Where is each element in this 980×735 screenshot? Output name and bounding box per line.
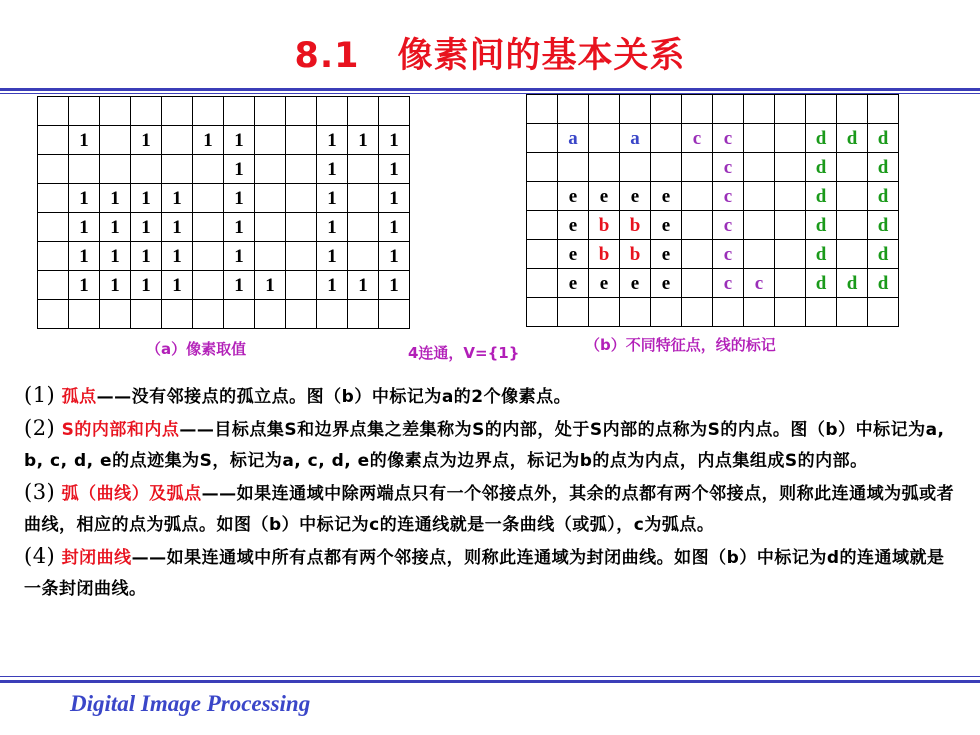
grid-cell-empty bbox=[868, 298, 899, 327]
grid-cell-empty bbox=[38, 97, 69, 126]
grid-cell-empty bbox=[682, 153, 713, 182]
grid-cell-empty bbox=[69, 300, 100, 329]
grid-cell-empty bbox=[682, 95, 713, 124]
definition-body: ——没有邻接点的孤立点。图（b）中标记为a的2个像素点。 bbox=[96, 387, 572, 407]
grid-cell-empty bbox=[806, 298, 837, 327]
grid-cell-empty bbox=[775, 240, 806, 269]
grid-cell-empty bbox=[162, 300, 193, 329]
grid-cell-label: c bbox=[713, 211, 744, 240]
section-title: 像素间的基本关系 bbox=[397, 36, 686, 76]
grid-cell-empty bbox=[317, 97, 348, 126]
grid-cell-label: d bbox=[837, 124, 868, 153]
grid-cell-empty bbox=[527, 182, 558, 211]
grid-cell-value: 1 bbox=[224, 242, 255, 271]
definition-term: S的内部和内点 bbox=[61, 420, 180, 440]
grid-cell-empty bbox=[806, 95, 837, 124]
grid-cell-label: d bbox=[806, 153, 837, 182]
grid-cell-label: b bbox=[620, 211, 651, 240]
grid-cell-empty bbox=[193, 242, 224, 271]
definition-body: ——如果连通域中除两端点只有一个邻接点外，其余的点都有两个邻接点，则称此连通域为弧或者曲线，相应的点为弧点。如图（b）中标记为c的连通线就是一条曲线（或弧），c为弧点。 bbox=[24, 484, 955, 535]
grid-cell-empty bbox=[348, 213, 379, 242]
grid-cell-value: 1 bbox=[224, 126, 255, 155]
grid-cell-empty bbox=[775, 95, 806, 124]
grid-cell-empty bbox=[868, 95, 899, 124]
grid-cell-label: c bbox=[713, 240, 744, 269]
grid-cell-value: 1 bbox=[379, 242, 410, 271]
grid-cell-empty bbox=[682, 211, 713, 240]
grid-row bbox=[38, 242, 410, 271]
grid-cell-empty bbox=[682, 269, 713, 298]
grid-cell-empty bbox=[224, 97, 255, 126]
grid-cell-value: 1 bbox=[317, 242, 348, 271]
grid-cell-empty bbox=[558, 95, 589, 124]
section-number: 8.1 bbox=[294, 36, 360, 76]
header-rule bbox=[0, 88, 980, 91]
grid-cell-label: b bbox=[589, 240, 620, 269]
grid-cell-value: 1 bbox=[69, 184, 100, 213]
grid-cell-value: 1 bbox=[379, 126, 410, 155]
footer-title: Digital Image Processing bbox=[70, 691, 311, 716]
grid-cell-empty bbox=[527, 95, 558, 124]
grid-cell-empty bbox=[682, 240, 713, 269]
grid-cell-label: e bbox=[558, 269, 589, 298]
grid-cell-empty bbox=[589, 153, 620, 182]
grid-cell-label: d bbox=[806, 182, 837, 211]
grid-cell-value: 1 bbox=[348, 271, 379, 300]
grid-cell-empty bbox=[744, 182, 775, 211]
caption-a: （a）像素取值 bbox=[146, 340, 247, 358]
grid-cell-label: e bbox=[651, 211, 682, 240]
grid-row bbox=[527, 298, 899, 327]
grid-cell-value: 1 bbox=[379, 271, 410, 300]
grid-cell-empty bbox=[744, 298, 775, 327]
grid-cell-label: e bbox=[651, 182, 682, 211]
grid-row bbox=[527, 182, 899, 211]
grid-cell-empty bbox=[348, 155, 379, 184]
grid-cell-label: c bbox=[713, 153, 744, 182]
grid-cell-empty bbox=[193, 300, 224, 329]
grid-cell-empty bbox=[100, 126, 131, 155]
definition-label: (3) bbox=[24, 480, 56, 504]
grid-cell-label: a bbox=[620, 124, 651, 153]
grid-cell-value: 1 bbox=[317, 271, 348, 300]
grid-cell-value: 1 bbox=[100, 242, 131, 271]
caption-connectivity: 4连通，V={1} bbox=[408, 344, 520, 362]
grid-cell-empty bbox=[193, 184, 224, 213]
grid-cell-label: d bbox=[868, 240, 899, 269]
grid-cell-value: 1 bbox=[224, 213, 255, 242]
grid-cell-label: e bbox=[651, 269, 682, 298]
caption-b: （b）不同特征点，线的标记 bbox=[585, 336, 776, 354]
grid-cell-label: c bbox=[713, 269, 744, 298]
grid-cell-label: b bbox=[589, 211, 620, 240]
grid-row bbox=[527, 269, 899, 298]
grid-cell-empty bbox=[193, 155, 224, 184]
definition-label: (4) bbox=[24, 544, 56, 568]
grid-cell-empty bbox=[286, 242, 317, 271]
definitions-text bbox=[10, 380, 955, 605]
grid-cell-label: d bbox=[806, 124, 837, 153]
grid-cell-empty bbox=[713, 95, 744, 124]
grid-cell-empty bbox=[379, 300, 410, 329]
grid-cell-value: 1 bbox=[162, 271, 193, 300]
grid-cell-value: 1 bbox=[224, 155, 255, 184]
definition-term: 弧（曲线）及弧点 bbox=[61, 484, 202, 504]
grid-cell-label: e bbox=[651, 240, 682, 269]
grid-cell-empty bbox=[558, 298, 589, 327]
grid-cell-empty bbox=[744, 124, 775, 153]
grid-cell-value: 1 bbox=[317, 213, 348, 242]
grid-cell-empty bbox=[193, 271, 224, 300]
grid-row bbox=[38, 300, 410, 329]
definition-3 bbox=[10, 477, 955, 541]
grid-cell-empty bbox=[775, 153, 806, 182]
grid-cell-value: 1 bbox=[162, 184, 193, 213]
grid-cell-label: d bbox=[868, 211, 899, 240]
grid-cell-empty bbox=[558, 153, 589, 182]
grid-cell-value: 1 bbox=[224, 271, 255, 300]
grid-cell-empty bbox=[620, 153, 651, 182]
grid-cell-label: b bbox=[620, 240, 651, 269]
definition-label: (1) bbox=[24, 383, 56, 407]
grid-row bbox=[38, 213, 410, 242]
grid-cell-empty bbox=[255, 126, 286, 155]
grid-cell-value: 1 bbox=[69, 242, 100, 271]
definition-body: ——目标点集S和边界点集之差集称为S的内部，处于S内部的点称为S的内点。图（b）中标记为a, b, c, d, e的点迹集为S，标记为a, c, d, e的像素点为边界点，标记为b的点为内点，内点集组成S的内部。 bbox=[24, 420, 945, 471]
grid-cell-label: c bbox=[713, 182, 744, 211]
grid-cell-empty bbox=[527, 153, 558, 182]
grid-cell-value: 1 bbox=[131, 184, 162, 213]
grid-cell-empty bbox=[837, 95, 868, 124]
grid-cell-empty bbox=[348, 242, 379, 271]
grid-cell-label: c bbox=[713, 124, 744, 153]
definition-4 bbox=[10, 541, 955, 605]
grid-cell-empty bbox=[620, 298, 651, 327]
grid-cell-empty bbox=[317, 300, 348, 329]
grid-row bbox=[527, 95, 899, 124]
grid-cell-empty bbox=[69, 97, 100, 126]
grid-cell-empty bbox=[527, 211, 558, 240]
grid-cell-label: d bbox=[806, 211, 837, 240]
grid-cell-empty bbox=[651, 95, 682, 124]
grid-cell-label: c bbox=[744, 269, 775, 298]
grid-cell-empty bbox=[131, 155, 162, 184]
definition-1 bbox=[10, 380, 955, 413]
page-title bbox=[0, 28, 980, 78]
grid-cell-empty bbox=[255, 300, 286, 329]
grid-cell-value: 1 bbox=[100, 213, 131, 242]
grid-cell-empty bbox=[255, 213, 286, 242]
grid-cell-value: 1 bbox=[224, 184, 255, 213]
grid-cell-empty bbox=[38, 271, 69, 300]
grid-cell-empty bbox=[651, 124, 682, 153]
grid-cell-value: 1 bbox=[317, 155, 348, 184]
grid-cell-label: c bbox=[682, 124, 713, 153]
grid-cell-empty bbox=[837, 153, 868, 182]
grid-cell-empty bbox=[527, 240, 558, 269]
grid-cell-empty bbox=[837, 240, 868, 269]
grid-cell-empty bbox=[775, 269, 806, 298]
grid-cell-empty bbox=[744, 153, 775, 182]
grid-cell-value: 1 bbox=[131, 271, 162, 300]
grid-cell-label: d bbox=[806, 240, 837, 269]
grid-cell-empty bbox=[224, 300, 255, 329]
grid-cell-value: 1 bbox=[131, 213, 162, 242]
grid-cell-value: 1 bbox=[255, 271, 286, 300]
grid-row bbox=[527, 124, 899, 153]
grid-cell-empty bbox=[775, 124, 806, 153]
grid-cell-empty bbox=[837, 211, 868, 240]
grid-cell-empty bbox=[100, 155, 131, 184]
grid-cell-empty bbox=[527, 298, 558, 327]
grid-row bbox=[38, 126, 410, 155]
grid-cell-empty bbox=[100, 300, 131, 329]
grid-cell-empty bbox=[286, 271, 317, 300]
grid-cell-empty bbox=[651, 298, 682, 327]
grid-cell-empty bbox=[193, 97, 224, 126]
grid-cell-empty bbox=[589, 298, 620, 327]
grid-cell-empty bbox=[744, 240, 775, 269]
grid-cell-empty bbox=[527, 124, 558, 153]
grid-cell-empty bbox=[38, 300, 69, 329]
grid-cell-empty bbox=[348, 184, 379, 213]
grid-cell-value: 1 bbox=[69, 126, 100, 155]
grid-cell-empty bbox=[286, 300, 317, 329]
grid-cell-value: 1 bbox=[348, 126, 379, 155]
definition-label: (2) bbox=[24, 416, 56, 440]
definition-term: 孤点 bbox=[61, 387, 97, 407]
grid-cell-empty bbox=[775, 211, 806, 240]
grid-cell-label: e bbox=[558, 240, 589, 269]
grid-cell-label: e bbox=[620, 269, 651, 298]
grid-cell-label: d bbox=[868, 182, 899, 211]
grid-cell-empty bbox=[38, 184, 69, 213]
grid-cell-label: e bbox=[620, 182, 651, 211]
grid-cell-empty bbox=[193, 213, 224, 242]
grid-cell-empty bbox=[837, 182, 868, 211]
grid-cell-value: 1 bbox=[131, 242, 162, 271]
grid-cell-empty bbox=[682, 182, 713, 211]
grid-cell-empty bbox=[255, 155, 286, 184]
grid-cell-value: 1 bbox=[69, 271, 100, 300]
grid-cell-empty bbox=[837, 298, 868, 327]
grid-row bbox=[38, 97, 410, 126]
grid-cell-label: d bbox=[868, 269, 899, 298]
grid-cell-label: e bbox=[589, 269, 620, 298]
grid-cell-empty bbox=[286, 184, 317, 213]
grid-cell-label: a bbox=[558, 124, 589, 153]
grid-cell-empty bbox=[131, 97, 162, 126]
grid-cell-value: 1 bbox=[379, 213, 410, 242]
grid-cell-empty bbox=[348, 97, 379, 126]
grid-cell-value: 1 bbox=[317, 126, 348, 155]
grid-cell-value: 1 bbox=[317, 184, 348, 213]
grid-cell-value: 1 bbox=[162, 213, 193, 242]
grid-cell-empty bbox=[38, 213, 69, 242]
grid-cell-label: d bbox=[868, 124, 899, 153]
grid-cell-empty bbox=[620, 95, 651, 124]
grid-cell-empty bbox=[379, 97, 410, 126]
grid-cell-empty bbox=[744, 211, 775, 240]
grid-cell-empty bbox=[162, 155, 193, 184]
feature-label-grid bbox=[526, 94, 899, 327]
grid-row bbox=[38, 271, 410, 300]
grid-cell-empty bbox=[775, 298, 806, 327]
grid-cell-empty bbox=[255, 97, 286, 126]
grid-cell-empty bbox=[651, 153, 682, 182]
grid-cell-value: 1 bbox=[100, 271, 131, 300]
pixel-value-grid bbox=[37, 96, 410, 329]
grid-cell-value: 1 bbox=[69, 213, 100, 242]
grid-cell-empty bbox=[527, 269, 558, 298]
grid-cell-empty bbox=[38, 242, 69, 271]
definition-body: ——如果连通域中所有点都有两个邻接点，则称此连通域为封闭曲线。如图（b）中标记为d的连通域就是一条封闭曲线。 bbox=[24, 548, 945, 599]
grid-cell-label: e bbox=[589, 182, 620, 211]
grid-cell-empty bbox=[589, 95, 620, 124]
footer-rule bbox=[0, 680, 980, 683]
grid-cell-empty bbox=[286, 126, 317, 155]
grid-cell-value: 1 bbox=[162, 242, 193, 271]
grid-cell-empty bbox=[255, 242, 286, 271]
grid-cell-empty bbox=[131, 300, 162, 329]
grid-cell-value: 1 bbox=[379, 184, 410, 213]
grid-cell-label: e bbox=[558, 182, 589, 211]
grid-cell-empty bbox=[38, 155, 69, 184]
grid-row bbox=[527, 211, 899, 240]
grid-cell-empty bbox=[286, 213, 317, 242]
grid-cell-label: e bbox=[558, 211, 589, 240]
footer-rule-thin bbox=[0, 676, 980, 677]
grid-cell-empty bbox=[255, 184, 286, 213]
grid-cell-value: 1 bbox=[100, 184, 131, 213]
grid-cell-empty bbox=[38, 126, 69, 155]
grid-cell-empty bbox=[682, 298, 713, 327]
grid-row bbox=[527, 153, 899, 182]
grid-cell-empty bbox=[100, 97, 131, 126]
grid-cell-label: d bbox=[837, 269, 868, 298]
definition-2 bbox=[10, 413, 955, 477]
grid-cell-empty bbox=[589, 124, 620, 153]
grid-row bbox=[527, 240, 899, 269]
grid-cell-empty bbox=[348, 300, 379, 329]
grid-row bbox=[38, 155, 410, 184]
grid-row bbox=[38, 184, 410, 213]
grid-cell-empty bbox=[69, 155, 100, 184]
definition-term: 封闭曲线 bbox=[61, 548, 132, 568]
grid-cell-empty bbox=[775, 182, 806, 211]
grid-cell-value: 1 bbox=[193, 126, 224, 155]
grid-cell-value: 1 bbox=[131, 126, 162, 155]
grid-cell-label: d bbox=[868, 153, 899, 182]
grid-cell-label: d bbox=[806, 269, 837, 298]
grid-cell-empty bbox=[744, 95, 775, 124]
grid-cell-empty bbox=[162, 97, 193, 126]
grid-cell-empty bbox=[286, 97, 317, 126]
grid-cell-empty bbox=[713, 298, 744, 327]
grid-cell-empty bbox=[286, 155, 317, 184]
grid-cell-empty bbox=[162, 126, 193, 155]
grid-cell-value: 1 bbox=[379, 155, 410, 184]
